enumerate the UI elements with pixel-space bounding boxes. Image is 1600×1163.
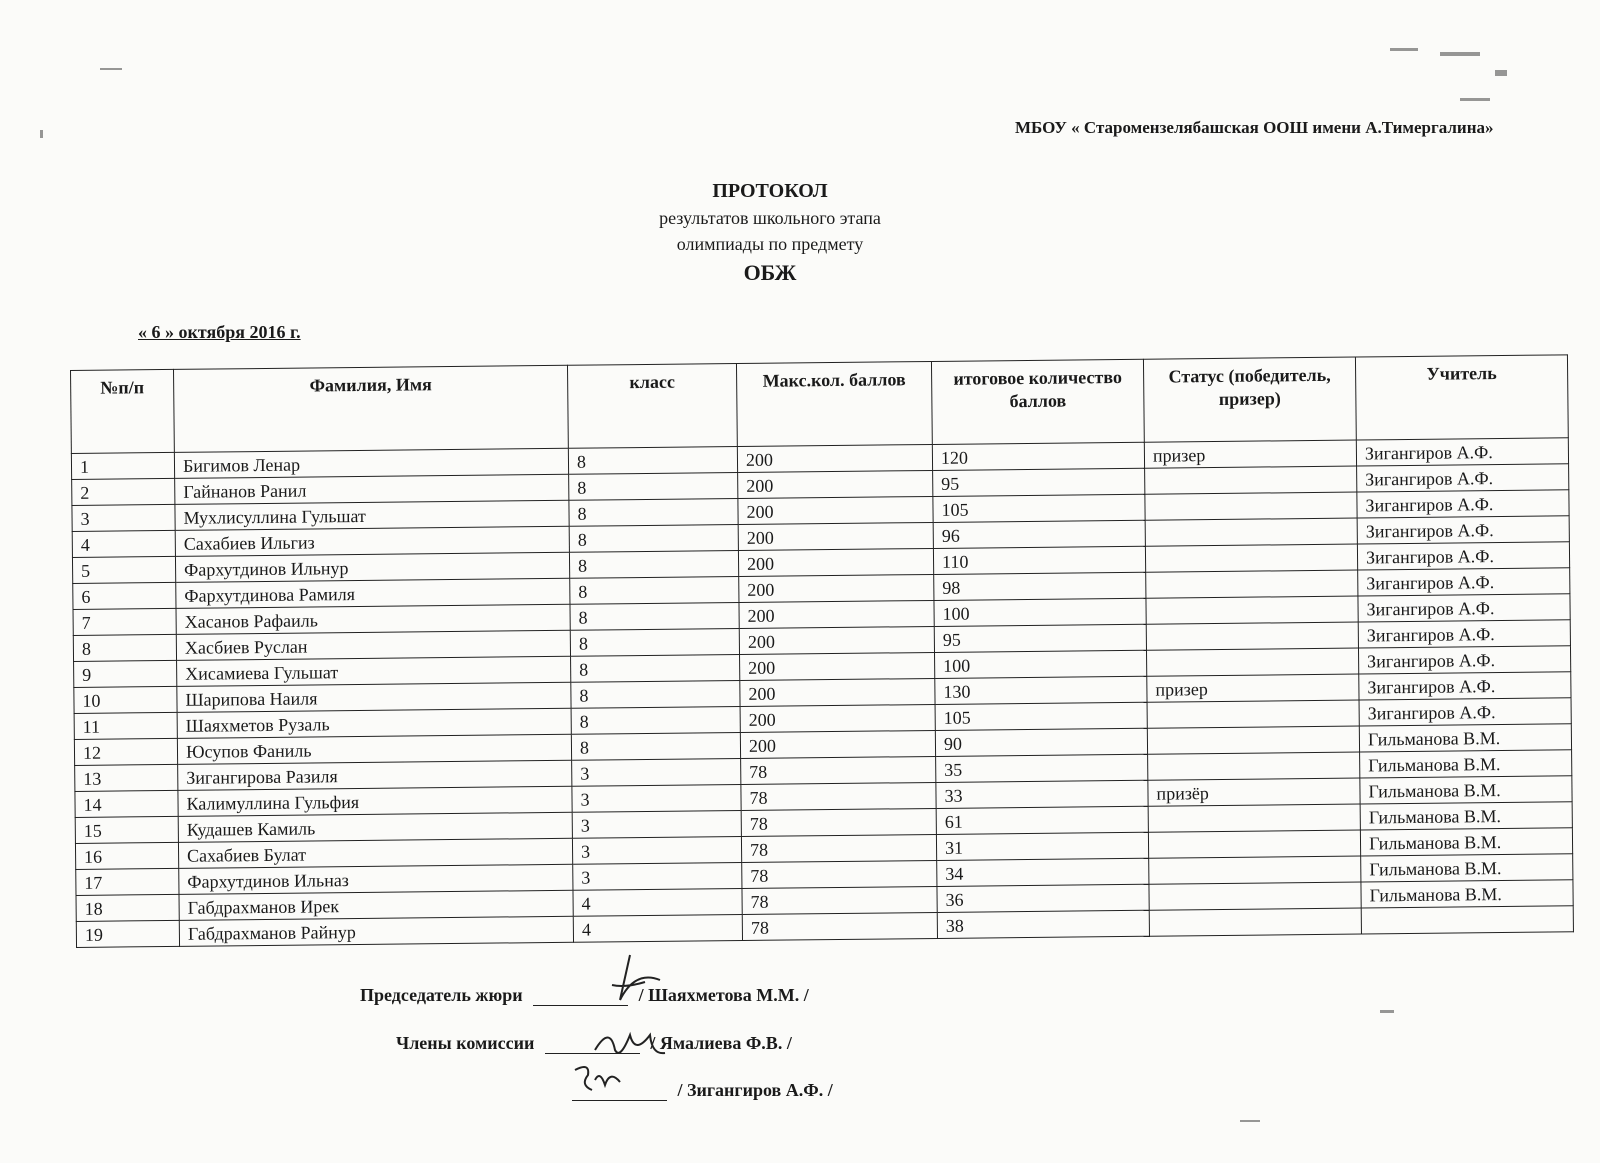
cell-number: 9 — [74, 660, 177, 687]
cell-total-score: 35 — [936, 754, 1148, 782]
cell-grade: 8 — [569, 473, 738, 501]
cell-teacher: Зигангиров А.Ф. — [1358, 620, 1570, 648]
cell-grade: 8 — [571, 655, 740, 683]
cell-max-score: 200 — [740, 652, 935, 680]
cell-total-score: 61 — [936, 806, 1148, 834]
cell-teacher: Зигангиров А.Ф. — [1357, 516, 1569, 544]
cell-number: 18 — [76, 894, 179, 921]
cell-teacher: Зигангиров А.Ф. — [1358, 594, 1570, 622]
cell-grade: 8 — [570, 629, 739, 657]
cell-max-score: 200 — [738, 548, 933, 576]
cell-name: Шарипова Наиля — [177, 682, 571, 712]
cell-status — [1146, 570, 1358, 598]
cell-status — [1147, 726, 1359, 754]
cell-status — [1148, 804, 1360, 832]
cell-name: Фархутдинов Ильнур — [175, 552, 569, 582]
cell-max-score: 200 — [740, 678, 935, 706]
cell-teacher: Зигангиров А.Ф. — [1357, 464, 1569, 492]
cell-number: 15 — [75, 816, 178, 843]
cell-teacher: Гильманова В.М. — [1359, 724, 1571, 752]
cell-number: 6 — [73, 582, 176, 609]
chair-signature-scribble — [590, 950, 670, 1010]
cell-total-score: 96 — [933, 520, 1145, 548]
cell-number: 14 — [75, 790, 178, 817]
cell-teacher: Зигангиров А.Ф. — [1358, 646, 1570, 674]
cell-teacher: Гильманова В.М. — [1361, 880, 1573, 908]
cell-max-score: 200 — [739, 574, 934, 602]
cell-name: Фархутдинова Рамиля — [176, 578, 570, 608]
scan-noise — [40, 130, 43, 138]
cell-grade: 8 — [571, 707, 740, 735]
cell-teacher: Гильманова В.М. — [1360, 776, 1572, 804]
scan-noise — [1380, 1010, 1394, 1013]
cell-teacher: Зигангиров А.Ф. — [1359, 672, 1571, 700]
cell-number: 16 — [75, 842, 178, 869]
cell-total-score: 130 — [935, 676, 1147, 704]
cell-number: 7 — [73, 608, 176, 635]
cell-name: Юсупов Фаниль — [177, 734, 571, 764]
cell-name: Калимуллина Гульфия — [178, 786, 572, 816]
cell-max-score: 78 — [742, 886, 937, 914]
cell-total-score: 100 — [935, 650, 1147, 678]
cell-max-score: 78 — [741, 782, 936, 810]
cell-grade: 8 — [571, 733, 740, 761]
cell-max-score: 200 — [738, 470, 933, 498]
cell-total-score: 95 — [934, 624, 1146, 652]
cell-number: 12 — [74, 738, 177, 765]
cell-max-score: 200 — [739, 600, 934, 628]
document-date: « 6 » октября 2016 г. — [138, 322, 301, 342]
cell-grade: 4 — [573, 914, 742, 942]
scan-noise — [1440, 52, 1480, 56]
cell-teacher: Зигангиров А.Ф. — [1359, 698, 1571, 726]
col-header-number: №п/п — [71, 369, 175, 453]
results-table-wrapper — [70, 354, 1574, 948]
cell-teacher: Гильманова В.М. — [1360, 802, 1572, 830]
cell-total-score: 34 — [937, 858, 1149, 886]
col-header-teacher: Учитель — [1355, 355, 1568, 440]
cell-total-score: 105 — [935, 702, 1147, 730]
document-subtitle-line2: олимпиады по предмету — [676, 234, 864, 254]
cell-status — [1148, 752, 1360, 780]
cell-grade: 8 — [571, 681, 740, 709]
scan-noise — [1460, 98, 1490, 101]
cell-total-score: 120 — [932, 442, 1144, 470]
cell-teacher: Зигангиров А.Ф. — [1357, 490, 1569, 518]
cell-number: 4 — [72, 530, 175, 557]
cell-total-score: 100 — [934, 598, 1146, 626]
cell-max-score: 200 — [738, 522, 933, 550]
cell-number: 17 — [76, 868, 179, 895]
cell-status — [1149, 856, 1361, 884]
cell-grade: 3 — [572, 810, 741, 838]
cell-max-score: 78 — [741, 808, 936, 836]
cell-total-score: 105 — [933, 494, 1145, 522]
cell-max-score: 78 — [741, 756, 936, 784]
scan-noise — [1495, 70, 1507, 76]
cell-name: Бигимов Ленар — [174, 448, 568, 478]
cell-status — [1146, 648, 1358, 676]
cell-total-score: 98 — [934, 572, 1146, 600]
cell-name: Сахабиев Булат — [178, 838, 572, 868]
members-label: Члены комиссии — [396, 1033, 535, 1053]
cell-name: Кудашев Камиль — [178, 812, 572, 842]
cell-name: Хисамиева Гульшат — [177, 656, 571, 686]
col-header-status: Статус (победитель, призер) — [1143, 357, 1356, 442]
school-name: МБОУ « Старомензелябашская ООШ имени А.Тимергалина» — [1015, 118, 1494, 137]
cell-status — [1145, 466, 1357, 494]
cell-teacher — [1361, 906, 1573, 934]
cell-max-score: 78 — [741, 834, 936, 862]
scan-noise — [1240, 1120, 1260, 1122]
cell-grade: 3 — [572, 784, 741, 812]
cell-number: 13 — [75, 764, 178, 791]
cell-status: призер — [1144, 440, 1356, 468]
cell-name: Шаяхметов Рузаль — [177, 708, 571, 738]
cell-name: Хасбиев Руслан — [176, 630, 570, 660]
cell-grade: 3 — [573, 862, 742, 890]
cell-total-score: 95 — [933, 468, 1145, 496]
cell-max-score: 78 — [742, 860, 937, 888]
cell-number: 10 — [74, 686, 177, 713]
cell-total-score: 90 — [935, 728, 1147, 756]
cell-grade: 8 — [570, 577, 739, 605]
cell-grade: 8 — [569, 551, 738, 579]
cell-number: 5 — [72, 556, 175, 583]
document-subject: ОБЖ — [743, 260, 797, 285]
cell-status — [1148, 830, 1360, 858]
cell-status — [1147, 700, 1359, 728]
cell-grade: 8 — [569, 525, 738, 553]
col-header-name: Фамилия, Имя — [173, 365, 568, 452]
cell-grade: 3 — [572, 758, 741, 786]
cell-grade: 8 — [569, 499, 738, 527]
cell-total-score: 110 — [933, 546, 1145, 574]
cell-status — [1149, 908, 1361, 936]
cell-grade: 8 — [568, 447, 737, 475]
chair-signature-row — [360, 985, 809, 1006]
cell-teacher: Гильманова В.М. — [1360, 750, 1572, 778]
member1-name: / Ямалиева Ф.В. / — [650, 1033, 792, 1053]
cell-max-score: 200 — [737, 444, 932, 472]
col-header-max-score: Макс.кол. баллов — [736, 361, 932, 446]
cell-name: Сахабиев Ильгиз — [175, 526, 569, 556]
cell-status — [1146, 596, 1358, 624]
cell-status — [1146, 622, 1358, 650]
cell-status — [1149, 882, 1361, 910]
cell-number: 3 — [72, 504, 175, 531]
cell-name: Зигангирова Разиля — [178, 760, 572, 790]
cell-total-score: 31 — [936, 832, 1148, 860]
cell-name: Хасанов Рафаиль — [176, 604, 570, 634]
cell-status: призер — [1147, 674, 1359, 702]
document-title: ПРОТОКОЛ — [712, 180, 828, 202]
cell-name: Мухлисуллина Гульшат — [175, 500, 569, 530]
col-header-total-score: итоговое количество баллов — [931, 359, 1144, 444]
cell-teacher: Зигангиров А.Ф. — [1358, 568, 1570, 596]
cell-grade: 4 — [573, 888, 742, 916]
document-subtitle-line1: результатов школьного этапа — [659, 208, 881, 228]
cell-name: Фархутдинов Ильназ — [179, 864, 573, 894]
cell-status: призёр — [1148, 778, 1360, 806]
chair-label: Председатель жюри — [360, 985, 523, 1005]
results-table — [70, 354, 1574, 948]
table-header-row — [71, 355, 1569, 454]
cell-teacher: Гильманова В.М. — [1360, 828, 1572, 856]
cell-max-score: 200 — [738, 496, 933, 524]
cell-max-score: 78 — [742, 912, 937, 940]
cell-teacher: Зигангиров А.Ф. — [1357, 542, 1569, 570]
cell-name: Габдрахманов Ирек — [179, 890, 573, 920]
cell-name: Гайнанов Ранил — [175, 474, 569, 504]
cell-status — [1145, 544, 1357, 572]
cell-grade: 8 — [570, 603, 739, 631]
cell-number: 19 — [76, 920, 179, 947]
scan-noise — [100, 68, 122, 70]
chair-name: / Шаяхметова М.М. / — [638, 985, 809, 1005]
cell-status — [1145, 518, 1357, 546]
cell-max-score: 200 — [740, 730, 935, 758]
cell-total-score: 38 — [937, 910, 1149, 938]
cell-status — [1145, 492, 1357, 520]
cell-teacher: Гильманова В.М. — [1361, 854, 1573, 882]
cell-grade: 3 — [572, 836, 741, 864]
cell-number: 1 — [71, 452, 174, 479]
cell-max-score: 200 — [740, 704, 935, 732]
cell-total-score: 36 — [937, 884, 1149, 912]
member2-signature-scribble — [570, 1060, 630, 1100]
scan-noise — [1390, 48, 1418, 51]
cell-max-score: 200 — [739, 626, 934, 654]
cell-name: Габдрахманов Райнур — [179, 916, 573, 946]
col-header-grade: класс — [567, 364, 737, 449]
cell-teacher: Зигангиров А.Ф. — [1356, 438, 1568, 466]
cell-number: 11 — [74, 712, 177, 739]
cell-number: 2 — [72, 478, 175, 505]
cell-total-score: 33 — [936, 780, 1148, 808]
member1-signature-scribble — [590, 1015, 670, 1065]
cell-number: 8 — [73, 634, 176, 661]
member2-name: / Зигангиров А.Ф. / — [677, 1080, 833, 1100]
